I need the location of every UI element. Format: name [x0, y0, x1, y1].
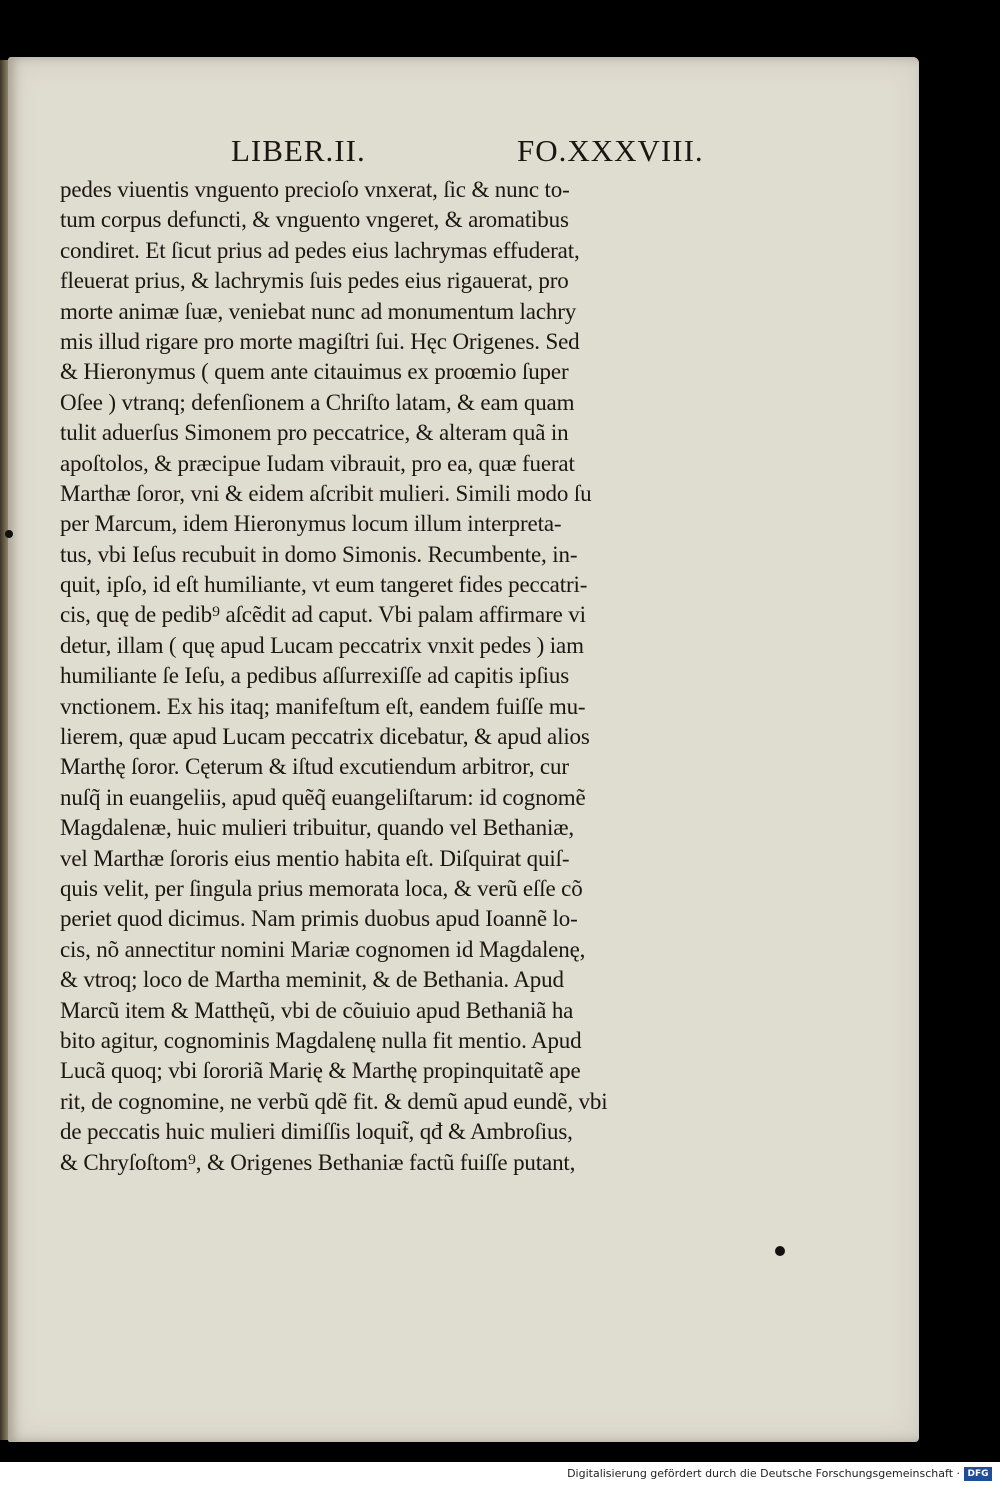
text-line: periet quod dicimus. Nam primis duobus apud Ioannẽ lo-: [60, 906, 578, 932]
text-line: Oſee ) vtranq; defenſionem a Chriſto latam, & eam quam: [60, 389, 575, 415]
funding-credit: Digitalisierung gefördert durch die Deutsche Forschungsgemeinschaft ·: [567, 1467, 960, 1480]
text-line: apoſtolos, & præcipue Iudam vibrauit, pro ea, quæ fuerat: [60, 450, 575, 476]
running-header-folio: FO.XXXVIII.: [517, 133, 704, 168]
text-line: rit, de cognomine, ne verbũ qdẽ fit. & demũ apud eundẽ, vbi: [60, 1088, 608, 1114]
text-line: cis, quę de pedib⁹ aſcẽdit ad caput. Vbi palam affirmare vi: [60, 602, 586, 628]
text-line: & Chryſoſtom⁹, & Origenes Bethaniæ factũ fuiſſe putant,: [60, 1149, 576, 1175]
text-line: Marcũ item & Matthęũ, vbi de cõuiuio apud Bethaniã ha: [60, 997, 574, 1023]
text-line: quit, ipſo, id eſt humiliante, vt eum tangeret fides peccatri-: [60, 572, 588, 598]
text-line: condiret. Et ſicut prius ad pedes eius lachrymas effuderat,: [60, 237, 580, 263]
text-line: de peccatis huic mulieri dimiſſis loquit̃, qđ & Ambroſius,: [60, 1119, 573, 1145]
text-line: & vtroq; loco de Martha meminit, & de Bethania. Apud: [60, 967, 564, 993]
text-line: quis velit, per ſingula prius memorata loca, & verũ eſſe cõ: [60, 875, 583, 901]
text-line: morte animæ ſuæ, veniebat nunc ad monumentum lachry: [60, 298, 577, 324]
text-line: pedes viuentis vnguento precioſo vnxerat, ſic & nunc to-: [60, 177, 570, 202]
text-line: vnctionem. Ex his itaq; manifeſtum eſt, eandem fuiſſe mu-: [60, 693, 586, 719]
text-line: cis, nõ annectitur nomini Mariæ cognomen id Magdalenę,: [60, 936, 586, 962]
text-line: nuſq̃ in euangeliis, apud quẽq̃ euangeliſtarum: id cognomẽ: [60, 784, 586, 810]
text-line: tum corpus defuncti, & vnguento vngeret, & aromatibus: [60, 207, 569, 233]
footer-bar: [0, 1462, 1000, 1487]
text-line: tulit aduerſus Simonem pro peccatrice, & alteram quã in: [60, 420, 569, 446]
text-line: Marthę ſoror. Cęterum & iſtud excutiendum arbitror, cur: [60, 754, 569, 780]
text-line: fleuerat prius, & lachrymis ſuis pedes eius rigauerat, pro: [60, 268, 569, 294]
text-line: detur, illam ( quę apud Lucam peccatrix vnxit pedes ) iam: [60, 632, 584, 658]
text-line: Magdalenæ, huic mulieri tribuitur, quando vel Bethaniæ,: [60, 815, 574, 841]
text-line: bito agitur, cognominis Magdalenę nulla fit mentio. Apud: [60, 1027, 582, 1053]
text-line: Marthæ ſoror, vni & eidem aſcribit mulieri. Simili modo ſu: [60, 480, 592, 506]
text-line: vel Marthæ ſororis eius mentio habita eſt. Diſquirat quiſ-: [60, 845, 570, 871]
dfg-logo: DFG: [964, 1467, 992, 1481]
text-line: per Marcum, idem Hieronymus locum illum interpreta-: [60, 511, 562, 537]
running-header-book: LIBER.II.: [231, 133, 366, 168]
text-line: tus, vbi Ieſus recubuit in domo Simonis. Recumbente, in-: [60, 541, 578, 567]
text-line: lierem, quæ apud Lucam peccatrix dicebatur, & apud alios: [60, 724, 590, 750]
text-line: mis illud rigare pro morte magiſtri ſui. Hęc Origenes. Sed: [60, 328, 580, 354]
page-body-text: [60, 175, 685, 1178]
text-line: & Hieronymus ( quem ante citauimus ex proœmio ſuper: [60, 359, 569, 385]
ink-spot-left: [5, 530, 13, 538]
text-line: Lucã quoq; vbi ſororiã Marię & Marthę propinquitatẽ ape: [60, 1058, 581, 1084]
ink-spot-right: [775, 1246, 785, 1256]
book-binding-edge: [0, 60, 8, 1440]
text-line: humiliante ſe Ieſu, a pedibus aſſurrexiſſe ad capitis ipſius: [60, 663, 569, 689]
